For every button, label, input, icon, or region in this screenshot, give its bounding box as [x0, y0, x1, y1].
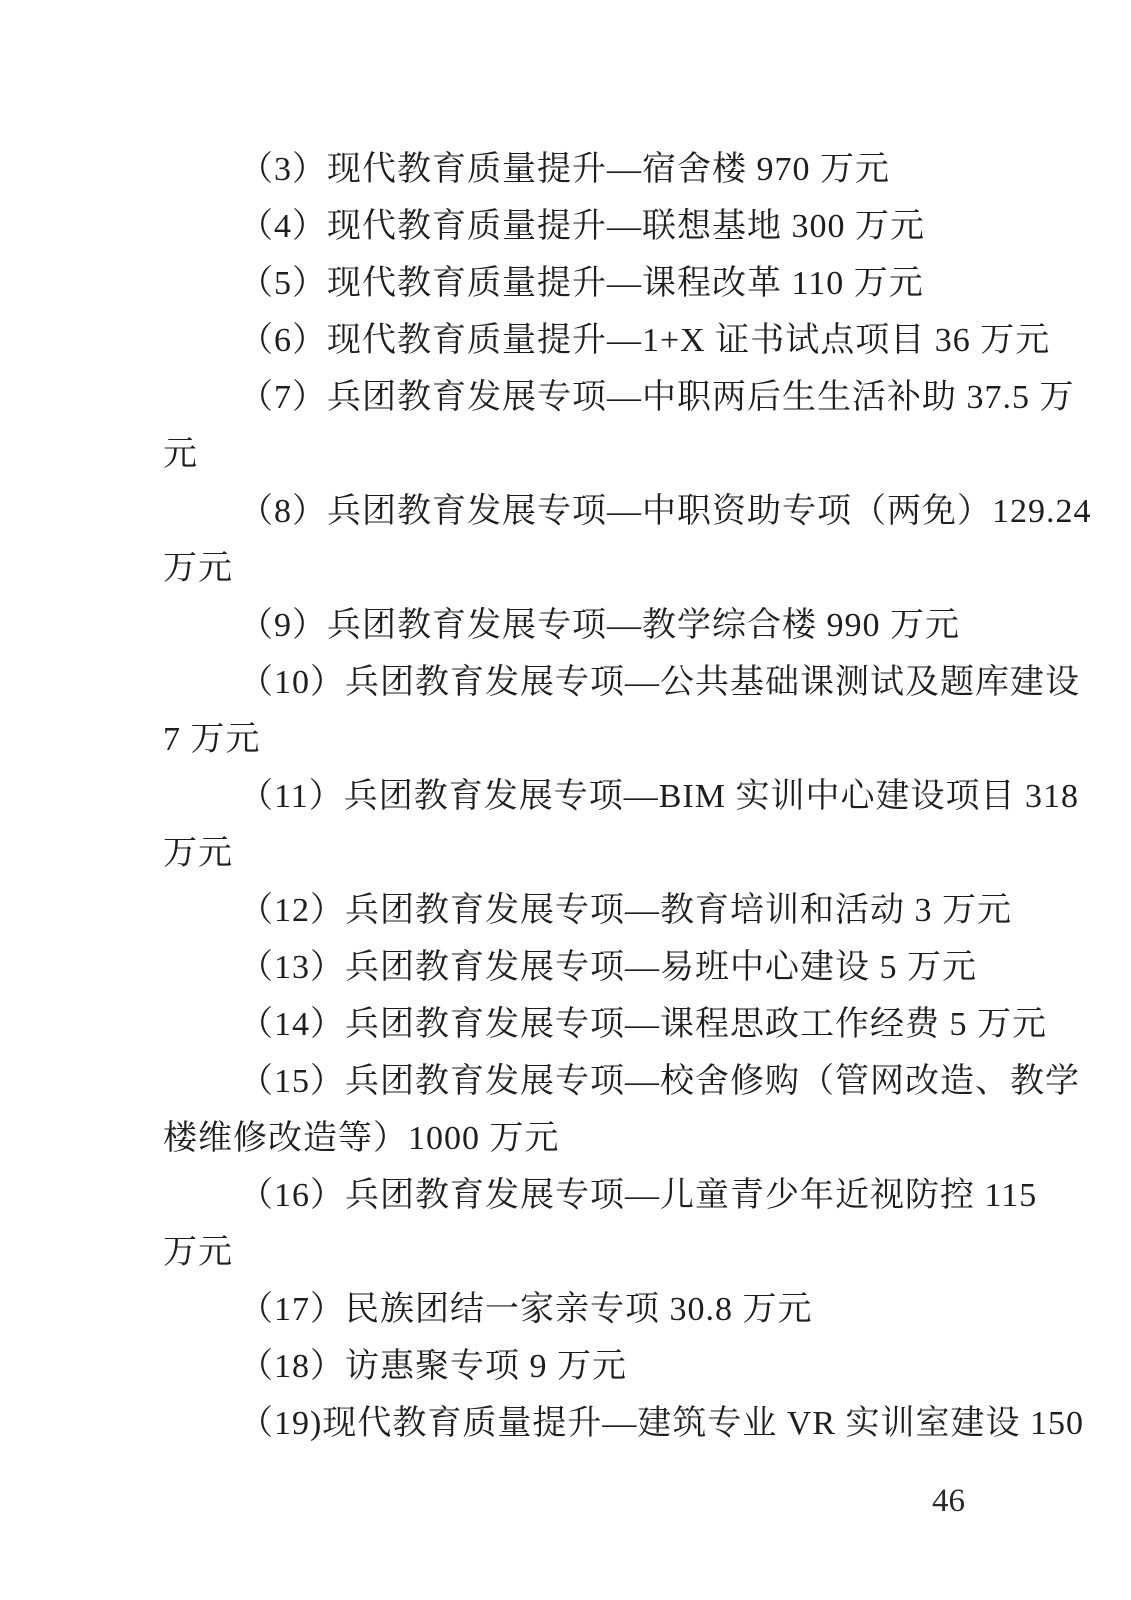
document-line: （10）兵团教育发展专项—公共基础课测试及题库建设: [239, 664, 1080, 701]
document-body: [163, 141, 1092, 1452]
document-line-continuation: 楼维修改造等）1000 万元: [163, 1120, 560, 1157]
document-line: （5）现代教育质量提升—课程改革 110 万元: [239, 265, 924, 302]
document-line: （11）兵团教育发展专项—BIM 实训中心建设项目 318: [239, 778, 1079, 815]
document-line-continuation: 万元: [163, 835, 233, 872]
document-line: （12）兵团教育发展专项—教育培训和活动 3 万元: [239, 892, 1012, 929]
document-line: （13）兵团教育发展专项—易班中心建设 5 万元: [239, 949, 977, 986]
document-line: （16）兵团教育发展专项—儿童青少年近视防控 115: [239, 1177, 1038, 1214]
document-line: （18）访惠聚专项 9 万元: [239, 1348, 627, 1385]
document-line: （15）兵团教育发展专项—校舍修购（管网改造、教学: [239, 1063, 1080, 1100]
document-line: （6）现代教育质量提升—1+X 证书试点项目 36 万元: [239, 322, 1051, 359]
document-line: （8）兵团教育发展专项—中职资助专项（两免）129.24: [239, 493, 1092, 530]
document-line: （9）兵团教育发展专项—教学综合楼 990 万元: [239, 607, 960, 644]
document-line: （4）现代教育质量提升—联想基地 300 万元: [239, 208, 925, 245]
document-line: （17）民族团结一家亲专项 30.8 万元: [239, 1291, 813, 1328]
document-line: （19)现代教育质量提升—建筑专业 VR 实训室建设 150: [239, 1405, 1085, 1442]
page-number: 46: [932, 1483, 965, 1519]
document-line-continuation: 7 万元: [163, 721, 261, 758]
document-line: （3）现代教育质量提升—宿舍楼 970 万元: [239, 151, 890, 188]
document-line-continuation: 万元: [163, 550, 233, 587]
document-line: （7）兵团教育发展专项—中职两后生生活补助 37.5 万: [239, 379, 1075, 416]
document-line: （14）兵团教育发展专项—课程思政工作经费 5 万元: [239, 1006, 1047, 1043]
document-line-continuation: 万元: [163, 1234, 233, 1271]
document-line-continuation: 元: [163, 436, 198, 473]
